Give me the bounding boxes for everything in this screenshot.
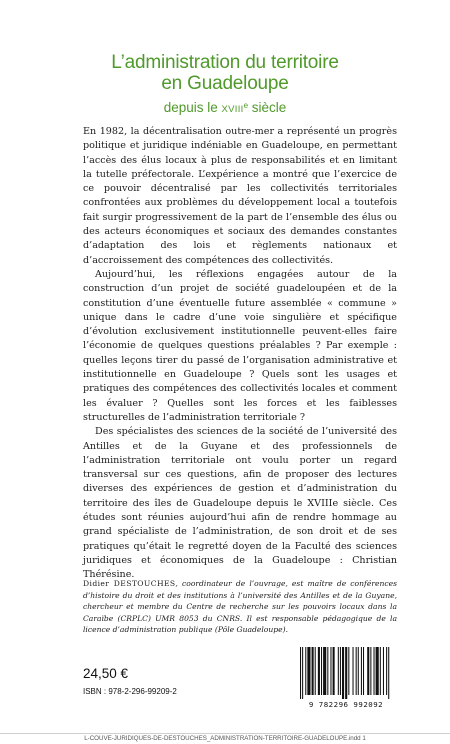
author-note xyxy=(83,578,397,636)
blurb-paragraph-2: Aujourd’hui, les réflexions engagées autour de la construction d’un projet de société guadeloupéen et de la constitution d’une éventuelle future assemblée « commune » unique dans le cadre d’une voie singulière et spécifique d’évolution exclusivement institutionnelle peuvent-elles faire l’économie de quelques questions préalables ? Par exemple : quelles leçons tirer du passé de l’organisation administrative et institutionnelle en Guadeloupe ? Quels sont les usages et pratiques des compétences des collectivités locales et comment les évaluer ? Quelles sont les forces et les faiblesses structurelles de l’administration territoriale ? xyxy=(83,268,397,423)
barcode-bar xyxy=(356,647,357,695)
barcode-bar xyxy=(345,647,347,699)
title-line-1: L’administration du territoire xyxy=(111,52,339,73)
barcode-bar xyxy=(367,647,369,695)
author-bio: , coordinateur de l’ouvrage, est maître de conférences d’histoire du droit et des institutions à l’université des Antilles et de la Guyane, chercheur et membre du Centre de recherche sur les pouvoirs locaux dans la Caraïbe (CRPLC) UMR 8053 du CNRS. Il est responsable pédagogique de la licence d’administration publique (Pôle Guadeloupe). xyxy=(83,579,397,635)
price: 24,50 € xyxy=(83,666,129,681)
barcode-bar xyxy=(315,647,316,695)
barcode xyxy=(294,645,398,713)
barcode-bar xyxy=(353,647,354,695)
title-block xyxy=(0,52,450,119)
barcode-bar xyxy=(380,647,381,695)
barcode-bar xyxy=(330,647,331,695)
barcode-bar xyxy=(358,647,359,695)
barcode-bar xyxy=(338,647,339,695)
subtitle-century: XVIII xyxy=(221,104,244,115)
barcode-bar xyxy=(374,647,375,695)
barcode-digits: 9 782296 992092 xyxy=(308,700,384,709)
barcode-bar xyxy=(318,647,320,695)
barcode-bar xyxy=(370,647,371,695)
barcode-bars xyxy=(294,645,398,701)
barcode-bar xyxy=(302,647,303,699)
title-line-2: en Guadeloupe xyxy=(161,73,289,94)
barcode-bar xyxy=(305,647,306,695)
print-slug: L-COUVE-JURIDIQUES-DE-DESTOUCHES_ADMINISTRATION-TERRITOIRE-GUADELOUPE.indd 1 xyxy=(84,735,366,742)
barcode-bar xyxy=(388,647,389,699)
barcode-bar xyxy=(323,647,326,695)
subtitle xyxy=(0,97,450,119)
blurb-paragraph-1: En 1982, la décentralisation outre-mer a représenté un progrès politique et juridique indéniable en Guadeloupe, en permettant l’accès des élus locaux à plus de responsabilités et en limitant la tutelle préfectorale. L’expérience a montré que l’exercice de ce pouvoir décentralisé par les collectivités territoriales confrontées aux problèmes du développement local a toutefois fait surgir progressivement de la part de l’ensemble des élus ou des acteurs économiques et sociaux des demandes constantes d’adaptation des lois et règlements nationaux et d’accroissement des compétences des collectivités. xyxy=(83,126,397,266)
barcode-bar xyxy=(340,647,341,695)
barcode-bar xyxy=(312,647,314,695)
barcode-bar xyxy=(321,647,322,695)
barcode-bar xyxy=(386,647,387,695)
author-name: Didier DESTOUCHES xyxy=(83,579,176,588)
barcode-bar xyxy=(383,647,384,695)
barcode-bar xyxy=(361,647,362,695)
blurb-paragraph-3: Des spécialistes des sciences de la société de l’université des Antilles et de la Guyane et des professionnels de l’administration territoriale ont voulu porter un regard transversal sur ces questions, afin de proposer des lectures diverses des expériences de gestion et d’administration du territoire des îles de Guadeloupe depuis le XVIIIe siècle. Ces études sont réunies aujourd’hui afin de rendre hommage au grand spécialiste de l’administration, de son droit et de ses pratiques qu’était le regretté doyen de la Faculté des sciences juridiques et économiques de la Guadeloupe : Christian Thérésine. xyxy=(83,426,397,581)
barcode-bar xyxy=(327,647,328,695)
footer-rule xyxy=(0,733,450,734)
barcode-bar xyxy=(333,647,335,695)
barcode-bar xyxy=(300,647,301,699)
blurb xyxy=(83,125,397,583)
barcode-bar xyxy=(363,647,364,695)
isbn: ISBN : 978-2-296-99209-2 xyxy=(83,687,177,696)
subtitle-prefix: depuis le xyxy=(163,100,222,115)
subtitle-sup: e xyxy=(243,101,249,110)
barcode-bar xyxy=(376,647,379,695)
barcode-bar xyxy=(348,647,349,695)
barcode-bar xyxy=(307,647,310,695)
barcode-bar xyxy=(342,647,344,699)
subtitle-suffix: siècle xyxy=(248,100,287,115)
